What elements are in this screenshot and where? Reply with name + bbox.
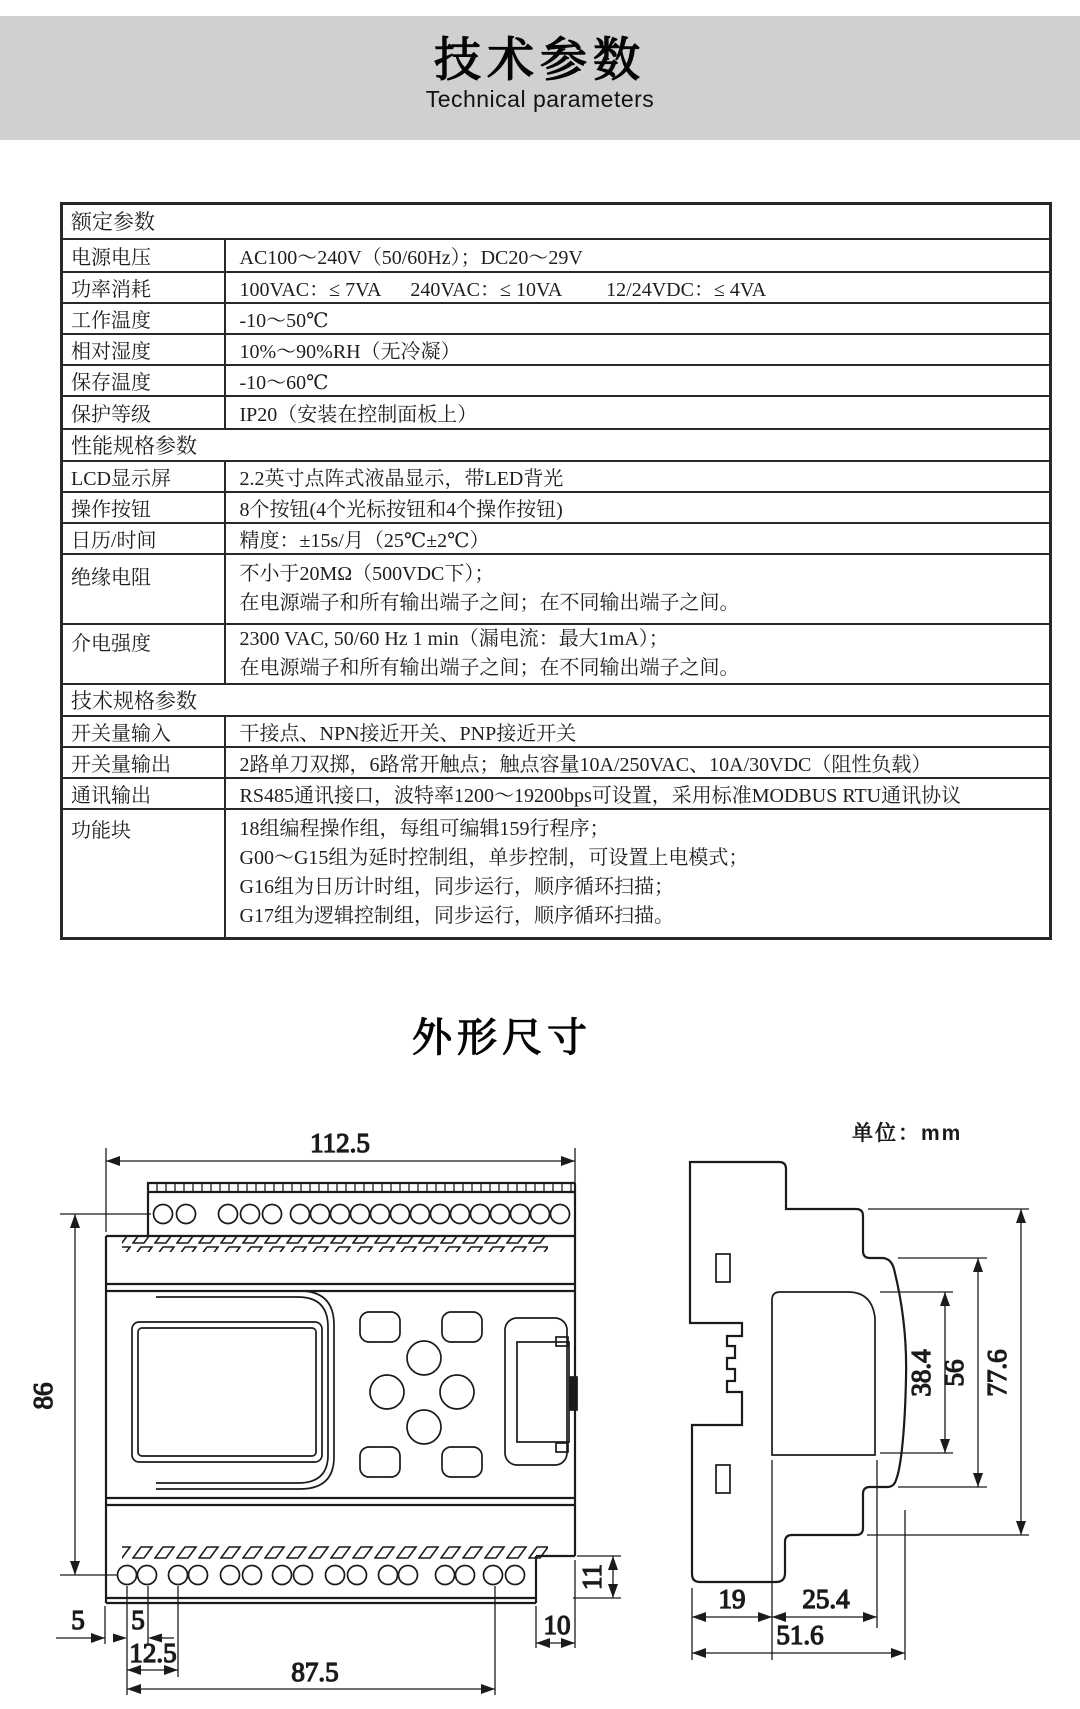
param-value: 不小于20MΩ（500VDC下）； 在电源端子和所有输出端子之间；在不同输出端子之间。 [225,554,1051,624]
param-label: 日历/时间 [62,523,225,554]
terminal-circles-top [154,1205,570,1224]
side-view-drawing [690,1162,1029,1660]
param-label: 绝缘电阻 [62,554,225,624]
dim-side-depths [692,1460,905,1660]
param-label: 开关量输出 [62,747,225,778]
section-label: 性能规格参数 [62,429,1051,461]
param-label: 保存温度 [62,365,225,396]
dim-front-notch-width [536,1560,575,1648]
unit-label: 单位：mm [852,1122,963,1145]
param-value: RS485通讯接口，波特率1200～19200bps可设置，采用标准MODBUS RTU通讯协议 [225,778,1051,809]
svg-text:12.5: 12.5 [129,1638,177,1668]
svg-text:112.5: 112.5 [310,1128,370,1158]
svg-text:56: 56 [939,1359,969,1387]
page-subtitle: Technical parameters [425,86,655,112]
param-label: 操作按钮 [62,492,225,523]
front-view-drawing [28,1128,621,1695]
lcd-screen [132,1291,334,1489]
svg-text:11: 11 [577,1564,607,1590]
svg-text:77.6: 77.6 [982,1349,1012,1397]
svg-text:86: 86 [28,1382,58,1410]
keypad-buttons [360,1312,482,1477]
page-title: 技术参数 [434,33,646,86]
param-value: IP20（安装在控制面板上） [225,396,1051,429]
terminal-circles-bottom [118,1566,525,1585]
param-label: 开关量输入 [62,716,225,747]
param-label: LCD显示屏 [62,461,225,492]
param-value: 10%～90%RH（无冷凝） [225,334,1051,365]
svg-text:25.4: 25.4 [802,1584,850,1614]
param-value: 2300 VAC, 50/60 Hz 1 min（漏电流：最大1mA）； 在电源端子和所有输出端子之间；在不同输出端子之间。 [225,624,1051,684]
top-vent-ticks [150,1184,573,1191]
svg-text:51.6: 51.6 [776,1620,824,1650]
param-value: 18组编程操作组，每组可编辑159行程序； G00～G15组为延时控制组，单步控制，可设置上电模式； G16组为日历计时组，同步运行，顺序循环扫描； G17组为逻辑控制组，同步运行，顺序循环扫描。 [225,809,1051,939]
param-value: 8个按钮(4个光标按钮和4个操作按钮) [225,492,1051,523]
connector-block [505,1318,577,1465]
param-label: 相对湿度 [62,334,225,365]
param-label: 功率消耗 [62,272,225,303]
param-label: 保护等级 [62,396,225,429]
param-label: 功能块 [62,809,225,939]
svg-text:10: 10 [543,1610,571,1640]
svg-text:38.4: 38.4 [906,1349,936,1397]
param-value: 干接点、NPN接近开关、PNP接近开关 [225,716,1051,747]
param-value: -10～50℃ [225,303,1051,334]
din-rail-serration-bottom [122,1545,548,1560]
param-label: 通讯输出 [62,778,225,809]
param-value: -10～60℃ [225,365,1051,396]
param-value: AC100～240V（50/60Hz）；DC20～29V [225,239,1051,272]
param-label: 介电强度 [62,624,225,684]
param-value: 2.2英寸点阵式液晶显示，带LED背光 [225,461,1051,492]
side-profile-details [716,1254,875,1493]
section-label: 额定参数 [62,204,1051,239]
param-value: 2路单刀双掷，6路常开触点；触点容量10A/250VAC、10A/30VDC（阻性负载） [225,747,1051,778]
param-value: 精度：±15s/月（25℃±2℃） [225,523,1051,554]
param-label: 工作温度 [62,303,225,334]
svg-text:5: 5 [131,1605,145,1635]
section-label: 技术规格参数 [62,684,1051,716]
dim-front-notch-height [573,1556,621,1598]
side-profile-outline [690,1162,906,1582]
svg-text:19: 19 [718,1584,746,1614]
svg-text:87.5: 87.5 [291,1657,339,1687]
param-value: 100VAC：≤ 7VA 240VAC：≤ 10VA 12/24VDC：≤ 4VA [225,272,1051,303]
svg-text:5: 5 [71,1605,85,1635]
din-rail-serration-top [122,1237,548,1252]
dimensions-title: 外形尺寸 [412,1016,592,1060]
param-label: 电源电压 [62,239,225,272]
